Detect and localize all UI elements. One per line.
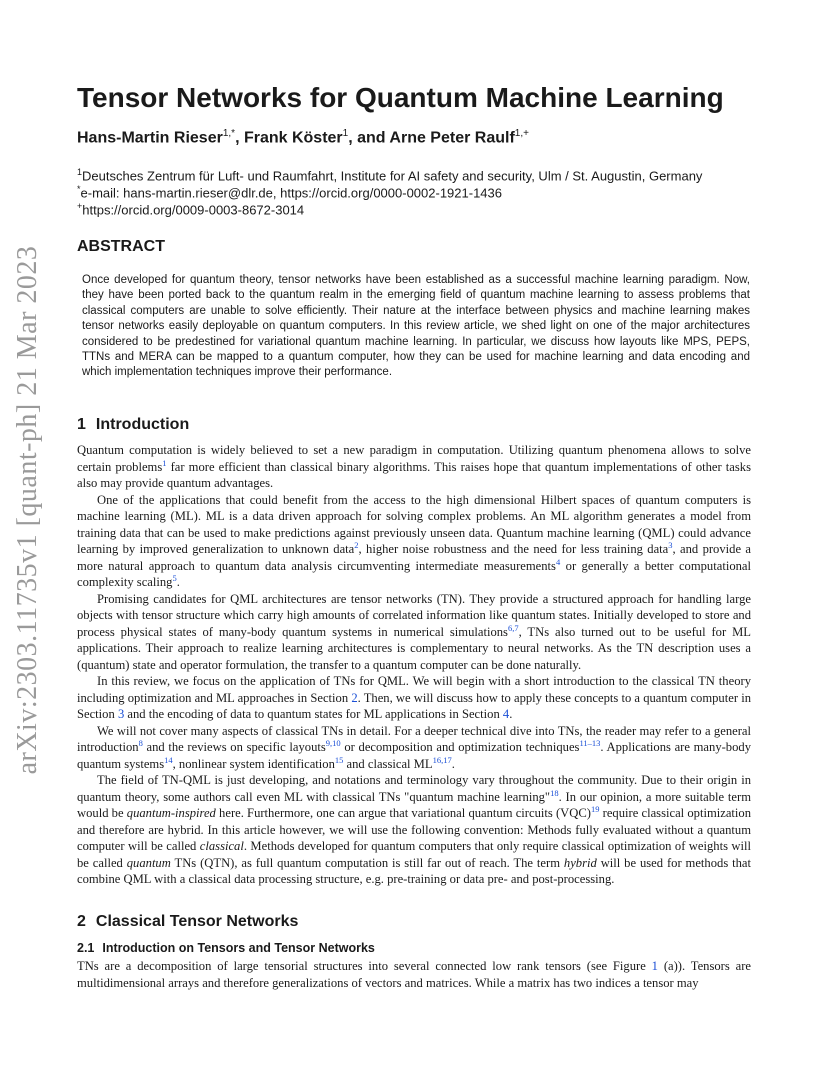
affiliation-text[interactable]: https://orcid.org/0009-0003-8672-3014	[82, 202, 305, 218]
section-title: Classical Tensor Networks	[95, 913, 299, 930]
paragraph: The field of TN-QML is just developing, and notations and terminology vary throughout the community. Due to their origin in quantum theory, some authors call even ML with classical TNs "quantum machine learning"$^{18}$. In our opinion, a more suitable term would be quantum-inspired here. Furthermore, one can argue that variational quantum circuits (VQC)$^{19}$ require classical optimization and therefore are hybrid. In this article however, we will use the following convention: Methods fully evaluated without a quantum computer will be called classical. Methods developed for quantum computers that only require classical optimization of weights will be called quantum TNs (QTN), as full quantum computation is still far out of reach. The term hybrid will be used for methods that combine QML with a classical data processing structure, e.g. pre-training or data pre- and post-processing.	[77, 773, 752, 886]
affiliation-mark: *	[77, 184, 81, 194]
section2-body	[77, 958, 751, 991]
citation-link[interactable]: 4	[555, 556, 561, 567]
subsection-title: Introduction on Tensors and Tensor Networks	[102, 941, 375, 955]
arxiv-identifier: arXiv:2303.11735v1 [quant-ph] 21 Mar 2023	[12, 245, 43, 775]
author-affiliation-mark: 1	[342, 128, 349, 139]
abstract-text: Once developed for quantum theory, tensor networks have been established as a successful machine learning paradigm. Now, they have been ported back to the quantum realm in the emerging field of quantum machine learning to assess problems that classical computers are unable to solve efficiently. Their nature at the interface between physics and machine learning makes tensor networks easily deployable on quantum computers. In this review article, we shed light on one of the major architectures considered to be predestined for variational quantum machine learning. In particular, we discuss how layouts like MPS, PEPS, TTNs and MERA can be mapped to a quantum computer, how they can be used for machine learning and data encoding and which implementation techniques improve their performance.	[82, 274, 750, 379]
cross-reference-link[interactable]: 3	[117, 707, 125, 721]
citation-link[interactable]: 1	[162, 457, 167, 468]
author-name: Hans-Martin Rieser	[77, 129, 223, 147]
citation-link[interactable]: 11–13	[579, 737, 601, 748]
citation-link[interactable]: 6,7	[507, 622, 519, 633]
section-number: 1	[77, 416, 86, 433]
author-list	[77, 124, 529, 148]
author-name: Frank Köster	[243, 129, 343, 147]
citation-link[interactable]: 5	[172, 572, 177, 583]
affiliation-text[interactable]: e-mail: hans-martin.rieser@dlr.de, https://orcid.org/0000-0002-1921-1436	[80, 185, 502, 201]
citation-link[interactable]: 16,17	[432, 754, 452, 765]
cross-reference-link[interactable]: 4	[502, 707, 510, 721]
paper-title: Tensor Networks for Quantum Machine Learning	[77, 82, 724, 113]
citation-link[interactable]: 14	[164, 754, 173, 765]
paragraph: Promising candidates for QML architectures are tensor networks (TN). They provide a structured approach for handling large objects with tensor structure which carry high amounts of correlated information like quantum states. Initially developed to store and process physical states of many-body quantum systems in numerical simulations$^{6,7}$, TNs also turned out to be useful for ML applications. Their approach to realize learning architectures is complementary to neural networks. As the TN description uses a (quantum) state and operator formulation, the transfer to a quantum computer can be done naturally.	[77, 591, 751, 672]
affiliation-mark: 1	[77, 167, 83, 177]
emphasized-term: classical	[199, 839, 244, 853]
subsection-number: 2.1	[77, 941, 95, 955]
citation-link[interactable]: 18	[550, 787, 559, 798]
affiliation-text: Deutsches Zentrum für Luft- und Raumfahrt, Institute for AI safety and security, Ulm / St. Augustin, Germany	[82, 168, 703, 184]
author-affiliation-mark: 1,+	[514, 128, 529, 139]
subsection-heading	[77, 941, 375, 955]
cross-reference-link[interactable]: 2	[351, 690, 358, 705]
section-number: 2	[77, 913, 86, 930]
citation-link[interactable]: 2	[354, 539, 359, 550]
author-separator: , and	[348, 129, 390, 147]
citation-link[interactable]: 9,10	[325, 737, 341, 748]
affiliation-mark: +	[77, 201, 83, 211]
paragraph: We will not cover many aspects of classical TNs in detail. For a deeper technical dive into TNs, the reader may refer to a general introduction$^8$ and the reviews on specific layouts$^{9,10}$ or decomposition and optimization techniques$^{11-13}$. Applications are many-body quantum systems$^{14}$, nonlinear system identification$^{15}$ and classical ML$^{16,17}$.	[77, 723, 751, 771]
introduction-body	[77, 442, 751, 888]
emphasized-term: quantum	[126, 855, 171, 870]
citation-link[interactable]: 19	[590, 803, 600, 814]
cross-reference-link[interactable]: 1	[651, 959, 658, 973]
section-heading-classical-tensor-networks	[77, 913, 298, 931]
citation-link[interactable]: 3	[668, 539, 673, 550]
paragraph: TNs are a decomposition of large tensorial structures into several connected low rank tensors (see Figure 1 (a)). Tensors are multidimensional arrays and therefore generalizations of vectors and matrices. While a matrix has two indices a tensor may	[77, 959, 751, 990]
paragraph: In this review, we focus on the application of TNs for QML. We will begin with a short introduction to the classical TN theory including optimization and ML approaches in Section 2. Then, we will discuss how to apply these concepts to a quantum computer in Section 3 and the encoding of data to quantum states for ML applications in Section 4.	[77, 674, 751, 721]
section-heading-introduction	[77, 416, 189, 434]
emphasized-term: hybrid	[563, 855, 597, 870]
section-title: Introduction	[95, 416, 190, 433]
citation-link[interactable]: 15	[334, 754, 344, 765]
citation-link[interactable]: 8	[138, 737, 143, 748]
author-affiliation-mark: 1,*	[222, 128, 236, 139]
emphasized-term: quantum-inspired	[126, 806, 216, 820]
paragraph: Quantum computation is widely believed to set a new paradigm in computation. Utilizing quantum phenomena allows to solve certain problems$^1$ far more efficient than classical binary algorithms. This raises hope that quantum implementations of other tasks also may provide quantum advantages.	[77, 443, 751, 490]
abstract-heading: ABSTRACT	[77, 238, 165, 255]
author-name: Arne Peter Raulf	[389, 129, 515, 147]
arxiv-sidebar	[6, 240, 50, 780]
orcid-link	[77, 198, 777, 218]
paragraph: One of the applications that could benefit from the access to the high dimensional Hilbert spaces of quantum computers is machine learning (ML). ML is a data driven approach for solving complex problems. An ML algorithm generates a model from training data that can be used to make predictions against previously unseen data. Quantum machine learning (QML) could advance learning by improved generalization to unknown data$^2$, higher noise robustness and the need for less training data$^3$, and provide a more natural approach to quantum data analysis circumventing intermediate measurements$^4$ or generally a better computational complexity scaling$^5$.	[77, 492, 751, 589]
author-separator: ,	[235, 129, 244, 147]
